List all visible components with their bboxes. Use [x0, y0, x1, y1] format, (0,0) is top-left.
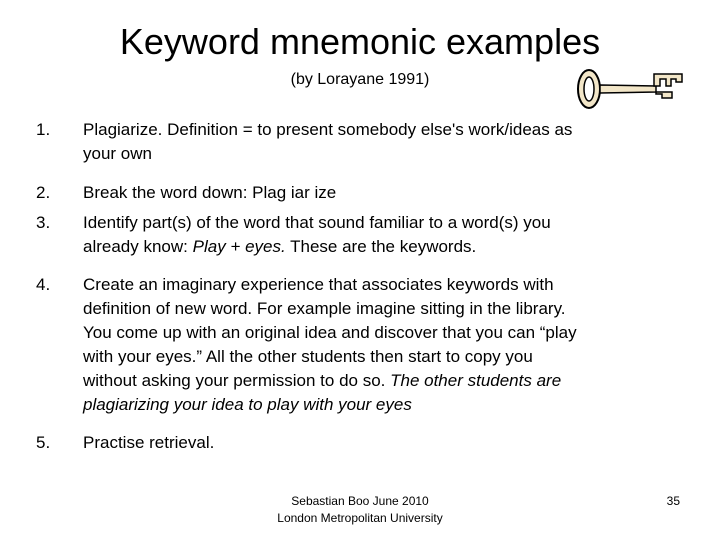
item-text-line: Break the word down: Plag iar ize: [83, 183, 337, 202]
keyword-emphasis: Play + eyes.: [192, 237, 286, 256]
list-item: [36, 118, 686, 166]
text-run: without asking your permission to do so.: [83, 371, 391, 390]
item-text-line: Identify part(s) of the word that sound familiar to a word(s) you: [83, 213, 551, 232]
list-item: [36, 273, 686, 417]
item-text-line: your own: [83, 144, 152, 163]
item-text-line: [83, 235, 686, 259]
item-text-line: definition of new word. For example imagine sitting in the library.: [83, 299, 566, 318]
slide-footer: [0, 493, 720, 527]
slide-title: Keyword mnemonic examples: [119, 21, 601, 62]
mnemonic-steps-list: [36, 112, 686, 455]
item-text-line: Practise retrieval.: [83, 433, 215, 452]
italic-text-run: plagiarizing your idea to play with your eyes: [83, 395, 412, 414]
text-run: These are the keywords.: [285, 237, 477, 256]
page-number: 35: [666, 494, 680, 508]
item-number: 2.: [36, 183, 51, 202]
item-text-line: You come up with an original idea and discover that you can “play: [83, 323, 577, 342]
list-item: [36, 211, 686, 259]
key-icon: [574, 66, 686, 112]
item-text-line: [83, 393, 686, 417]
footer-author: Sebastian Boo June 2010: [291, 494, 429, 508]
item-text-line: Plagiarize. Definition = to present somebody else's work/ideas as: [83, 120, 573, 139]
item-number: 1.: [36, 120, 51, 139]
item-text-line: with your eyes.” All the other students then start to copy you: [83, 347, 533, 366]
item-number: 3.: [36, 213, 51, 232]
list-item: [36, 431, 686, 455]
text-run: already know:: [83, 237, 193, 256]
italic-text-run: The other students are: [390, 371, 562, 390]
list-item: [36, 181, 686, 205]
footer-institution: London Metropolitan University: [277, 511, 443, 525]
item-text-line: Create an imaginary experience that associates keywords with: [83, 275, 554, 294]
item-number: 4.: [36, 275, 51, 294]
item-number: 5.: [36, 433, 51, 452]
slide-subtitle: (by Lorayane 1991): [290, 71, 430, 88]
item-text-line: [83, 369, 686, 393]
